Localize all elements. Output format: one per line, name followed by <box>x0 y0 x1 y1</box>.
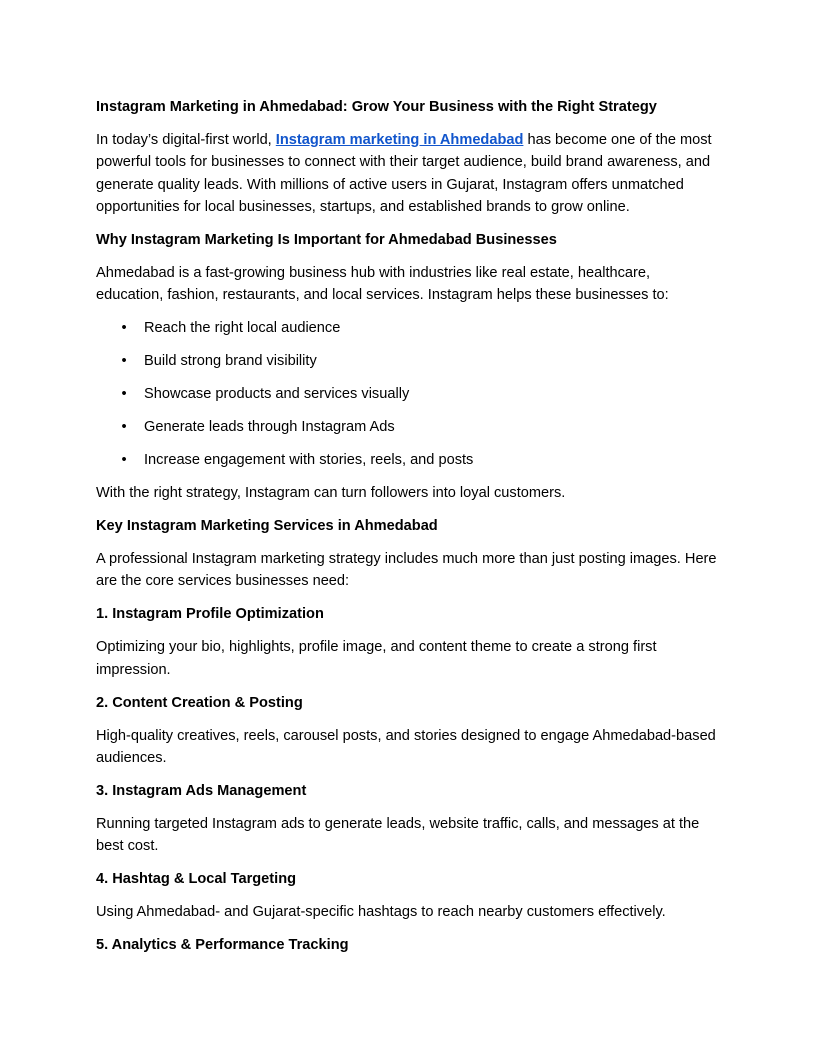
list-item-text: Showcase products and services visually <box>144 386 410 403</box>
document-title: Instagram Marketing in Ahmedabad: Grow Your Business with the Right Strategy <box>96 99 657 115</box>
bullet-icon: • <box>121 386 127 403</box>
intro-paragraph <box>96 129 720 218</box>
intro-text-after-link: has become one of the most powerful tools for businesses to connect with their target audience, build brand awareness, and generate quality leads. With millions of active users in Gujarat, Instagram offers unmatched opportunities for local businesses, startups, and established brands to grow online. <box>96 131 712 215</box>
list-item <box>96 449 720 471</box>
why-paragraph: Ahmedabad is a fast-growing business hub with industries like real estate, healthcare, education, fashion, restaurants, and local services. Instagram helps these businesses to: <box>96 264 669 304</box>
bullet-icon: • <box>121 320 127 337</box>
list-item <box>96 350 720 372</box>
services-heading: Key Instagram Marketing Services in Ahmedabad <box>96 518 438 535</box>
benefits-list <box>96 317 720 471</box>
service-text-content-creation: High-quality creatives, reels, carousel posts, and stories designed to engage Ahmedabad-based audiences. <box>96 727 716 766</box>
service-text-ads-management: Running targeted Instagram ads to generate leads, website traffic, calls, and messages at the best cost. <box>96 815 700 855</box>
list-item <box>96 317 720 339</box>
intro-text-before-link: In today’s digital-first world, <box>96 131 276 148</box>
bullet-icon: • <box>121 452 127 469</box>
service-heading-profile-optimization: 1. Instagram Profile Optimization <box>96 606 324 623</box>
service-text-hashtag-targeting: Using Ahmedabad- and Gujarat-specific hashtags to reach nearby customers effectively. <box>96 904 666 921</box>
service-heading-ads-management: 3. Instagram Ads Management <box>96 782 307 799</box>
services-intro-paragraph: A professional Instagram marketing strategy includes much more than just posting images. Here are the core services businesses need: <box>96 551 717 590</box>
service-heading-content-creation: 2. Content Creation & Posting <box>96 694 303 711</box>
list-item <box>96 383 720 405</box>
bullet-icon: • <box>121 353 127 370</box>
service-heading-hashtag-targeting: 4. Hashtag & Local Targeting <box>96 871 297 888</box>
list-item-text: Build strong brand visibility <box>144 353 317 370</box>
service-text-profile-optimization: Optimizing your bio, highlights, profile image, and content theme to create a strong first impression. <box>96 639 657 678</box>
instagram-marketing-link[interactable]: Instagram marketing in Ahmedabad <box>275 131 524 148</box>
list-item <box>96 416 720 438</box>
why-closing-paragraph: With the right strategy, Instagram can turn followers into loyal customers. <box>96 485 566 502</box>
bullet-icon: • <box>121 419 127 436</box>
list-item-text: Generate leads through Instagram Ads <box>144 419 395 436</box>
service-heading-analytics: 5. Analytics & Performance Tracking <box>96 937 349 954</box>
list-item-text: Increase engagement with stories, reels, and posts <box>144 452 474 469</box>
list-item-text: Reach the right local audience <box>144 320 341 337</box>
why-heading: Why Instagram Marketing Is Important for Ahmedabad Businesses <box>96 231 557 248</box>
document-body <box>96 96 720 967</box>
